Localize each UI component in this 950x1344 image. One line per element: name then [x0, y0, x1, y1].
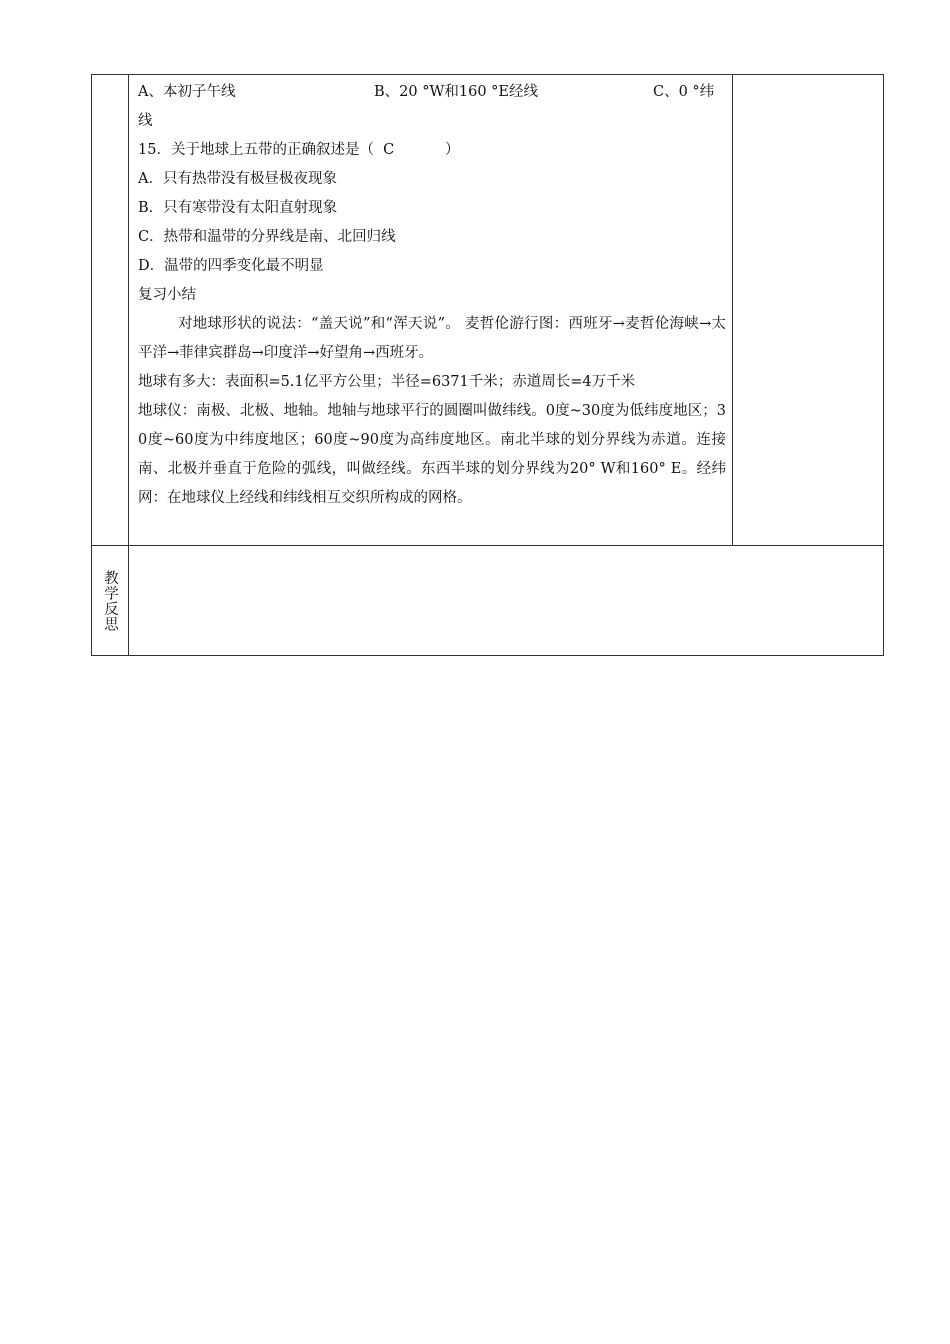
table-divider-row — [91, 545, 884, 546]
table-divider-left — [128, 74, 129, 656]
review-paragraph-size: 地球有多大：表面积=5.1亿平方公里；半径=6371千米；赤道周长=4万千米 — [138, 374, 636, 390]
q14-options-row — [138, 78, 726, 107]
q15-option-b: B．只有寒带没有太阳直射现象 — [138, 200, 338, 216]
review-heading: 复习小结 — [138, 287, 196, 303]
table-divider-right — [732, 74, 733, 545]
q14-option-a: A、本初子午线 — [138, 84, 236, 100]
reflection-label-cell — [92, 546, 128, 655]
q14-option-b: B、20 °W和160 °E经线 — [374, 84, 538, 100]
q15-stem: 15．关于地球上五带的正确叙述是（ C ） — [138, 142, 460, 158]
q14-option-c: C、0 °纬 — [653, 84, 715, 100]
review-paragraph-shape: 对地球形状的说法：“盖天说”和“浑天说”。 麦哲伦游行图：西班牙→麦哲伦海峡→太平洋→菲律宾群岛→印度洋→好望角→西班牙。 — [138, 316, 726, 361]
q14-option-c-continued: 线 — [138, 113, 153, 129]
q15-option-c: C．热带和温带的分界线是南、北回归线 — [138, 229, 396, 245]
reflection-label: 教学反思 — [102, 569, 118, 632]
q15-option-a: A．只有热带没有极昼极夜现象 — [138, 171, 337, 187]
q15-option-d: D．温带的四季变化最不明显 — [138, 258, 324, 274]
review-paragraph-globe: 地球仪：南极、北极、地轴。地轴与地球平行的圆圈叫做纬线。0度~30度为低纬度地区；30度~60度为中纬度地区；60度~90度为高纬度地区。南北半球的划分界线为赤道。连接南、北极并垂直于危险的弧线，叫做经线。东西半球的划分界线为20° W和160° E。经纬网：在地球仪上经线和纬线相互交织所构成的网格。 — [138, 403, 726, 506]
content-cell — [138, 78, 726, 513]
